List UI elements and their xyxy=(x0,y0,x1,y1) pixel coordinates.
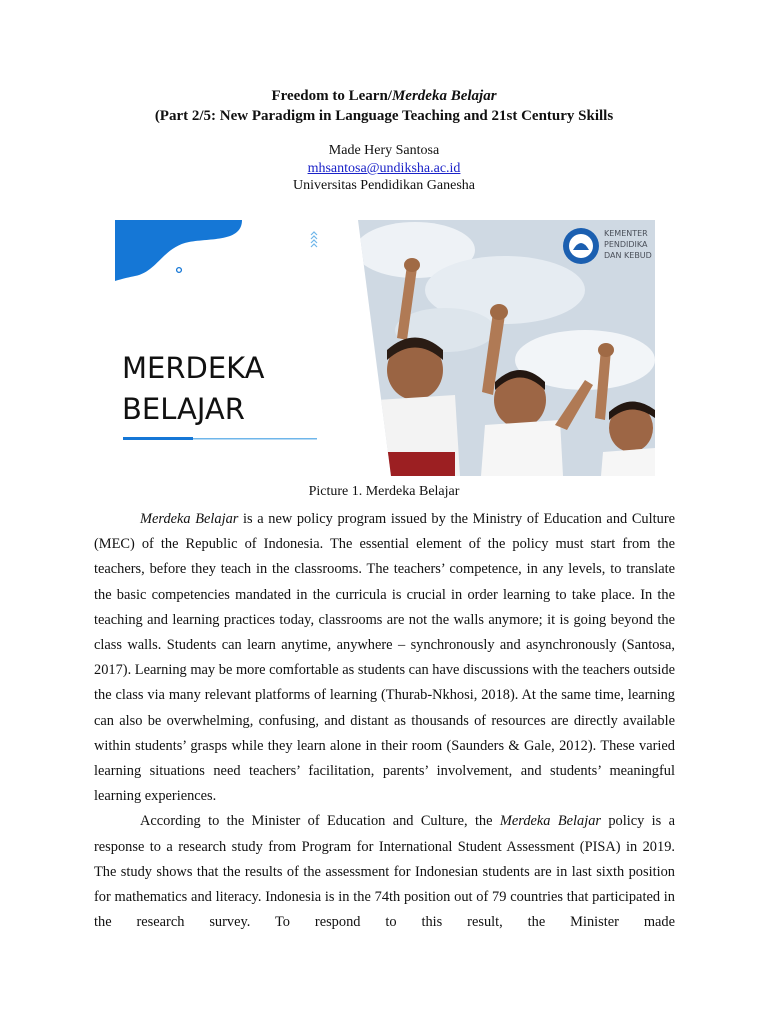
chevrons-icon xyxy=(311,232,317,247)
author-affiliation: Universitas Pendidikan Ganesha xyxy=(293,178,475,193)
paragraph-2 xyxy=(94,809,675,935)
heading-underline-dark xyxy=(123,437,193,440)
author-email-link[interactable]: mhsantosa@undiksha.ac.id xyxy=(307,161,461,176)
logo-text-line3: DAN KEBUD xyxy=(604,251,652,260)
figure-graphic xyxy=(115,220,655,476)
small-circle-icon xyxy=(177,268,182,273)
p1-italic: Merdeka Belajar xyxy=(140,511,239,527)
figure-caption: Picture 1. Merdeka Belajar xyxy=(308,484,460,499)
author-name: Made Hery Santosa xyxy=(328,143,440,158)
ministry-logo xyxy=(563,228,652,264)
author-email-line xyxy=(0,161,768,177)
p2-italic: Merdeka Belajar xyxy=(499,813,601,830)
title-italic: Merdeka Belajar xyxy=(391,88,497,104)
paragraph-1 xyxy=(94,507,675,809)
document-subtitle: (Part 2/5: New Paradigm in Language Teaching and 21st Century Skills xyxy=(154,108,614,124)
figure-heading-line2: BELAJAR xyxy=(122,392,245,426)
logo-text-line2: PENDIDIKA xyxy=(604,240,648,249)
merdeka-belajar-figure xyxy=(115,220,655,476)
p2-text-b: policy is a response to a research study from Program for International Student Assessment (PISA) in 2019. The study shows that the results of the assessment for Indonesian students are in last sixth position for mathematics and literacy. Indonesia is in the 74th position out of 79 countries that participated in the research survey. To respond to this result, the Minister made xyxy=(94,813,676,931)
heading-underline-light xyxy=(193,438,317,440)
p2-text-a: According to the Minister of Education and Culture, the xyxy=(140,813,500,830)
logo-text-line1: KEMENTER xyxy=(604,229,648,238)
document-title xyxy=(0,88,768,105)
body-text xyxy=(94,507,675,935)
figure-heading-line1: MERDEKA xyxy=(122,351,265,385)
p1-text: is a new policy program issued by the Ministry of Education and Culture (MEC) of the Republic of Indonesia. The essential element of the policy must start from the teachers, before they teach in the classrooms. The teachers’ competence, in any levels, to translate the basic competencies mandated in the curricula is crucial in order learning to take place. In the teaching and learning practices today, classrooms are not the walls anymore; it is going beyond the class walls. Students can learn anytime, anywhere – synchronously and asynchronously (Santosa, 2017). Learning may be more comfortable as students can have discussions with the teachers outside the class via many relevant platforms of learning (Thurab-Nkhosi, 2018). At the same time, learning can also be overwhelming, confusing, and distant as thousands of resources are directly available within students’ grasps while they learn alone in their room (Saunders & Gale, 2012). These varied learning situations need teachers’ facilitation, parents’ involvement, and students’ meaningful learning experiences. xyxy=(94,511,675,805)
title-prefix: Freedom to Learn/ xyxy=(271,88,392,104)
